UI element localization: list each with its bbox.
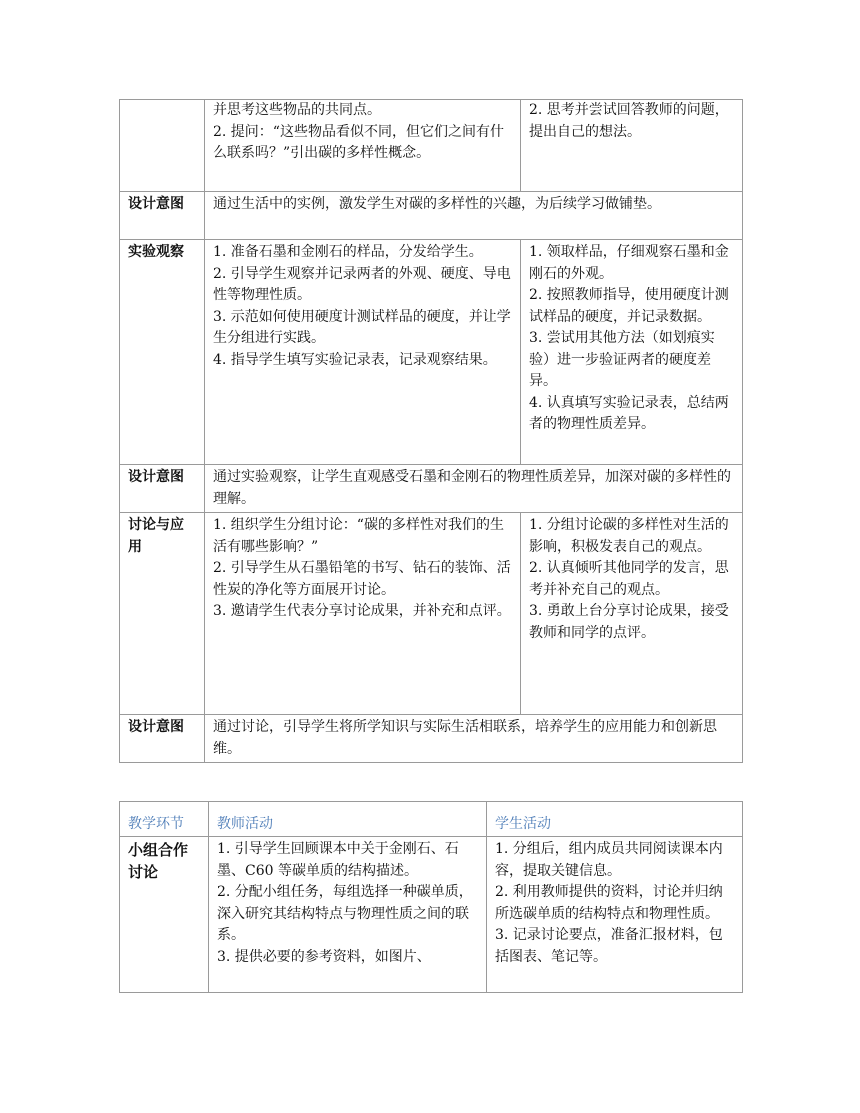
student-activity-item: 2. 按照教师指导，使用硬度计测试样品的硬度，并记录数据。 — [529, 287, 729, 325]
teacher-activity-cell — [209, 837, 487, 993]
teacher-activity-item: 2. 分配小组任务，每组选择一种碳单质，深入研究其结构特点与物理性质之间的联系。 — [217, 884, 473, 943]
group-discussion-table — [119, 801, 743, 993]
teacher-activity-cell — [205, 100, 521, 192]
teacher-activity-item: 3. 提供必要的参考资料，如图片、 — [217, 948, 431, 965]
table-row — [120, 240, 743, 465]
table-row — [120, 192, 743, 240]
student-activity-item: 4. 认真填写实验记录表，总结两者的物理性质差异。 — [529, 394, 729, 432]
teacher-activity-item: 1. 组织学生分组讨论：“碳的多样性对我们的生活有哪些影响？” — [213, 517, 504, 555]
design-intent-text: 通过生活中的实例，激发学生对碳的多样性的兴趣，为后续学习做铺垫。 — [205, 192, 743, 240]
header-teaching-stage: 教学环节 — [120, 802, 209, 837]
design-intent-text: 通过实验观察，让学生直观感受石墨和金刚石的物理性质差异，加深对碳的多样性的理解。 — [205, 465, 743, 513]
teacher-activity-item: 1. 准备石墨和金刚石的样品，分发给学生。 — [213, 244, 483, 260]
teacher-activity-cell — [205, 240, 521, 465]
header-student-activity: 学生活动 — [487, 802, 743, 837]
student-activity-item: 2. 利用教师提供的资料，讨论并归纳所选碳单质的结构特点和物理性质。 — [495, 884, 723, 922]
row-label: 设计意图 — [120, 715, 205, 763]
student-activity-item: 1. 领取样品，仔细观察石墨和金刚石的外观。 — [529, 244, 729, 282]
teacher-activity-item: 3. 示范如何使用硬度计测试样品的硬度，并让学生分组进行实践。 — [213, 308, 511, 346]
student-activity-item: 3. 记录讨论要点，准备汇报材料，包括图表、笔记等。 — [495, 927, 723, 965]
row-label: 讨论与应用 — [120, 513, 205, 715]
table-row — [120, 715, 743, 763]
lesson-plan-table-continued — [119, 99, 743, 763]
table-row — [120, 513, 743, 715]
student-activity-item: 3. 勇敢上台分享讨论成果，接受教师和同学的点评。 — [529, 603, 729, 641]
teacher-activity-cell — [205, 513, 521, 715]
student-activity-item: 2. 认真倾听其他同学的发言，思考并补充自己的观点。 — [529, 560, 729, 598]
header-teacher-activity: 教师活动 — [209, 802, 487, 837]
table-row — [120, 837, 743, 993]
student-activity-item: 1. 分组后，组内成员共同阅读课本内容，提取关键信息。 — [495, 841, 723, 879]
design-intent-text: 通过讨论，引导学生将所学知识与实际生活相联系，培养学生的应用能力和创新思维。 — [205, 715, 743, 763]
teacher-activity-item: 1. 引导学生回顾课本中关于金刚石、石墨、C60 等碳单质的结构描述。 — [217, 841, 459, 879]
teacher-activity-item: 4. 指导学生填写实验记录表，记录观察结果。 — [213, 351, 497, 368]
student-activity-cell — [487, 837, 743, 993]
table-row — [120, 465, 743, 513]
table-row — [120, 100, 743, 192]
student-activity-cell — [521, 240, 743, 465]
teacher-activity-item: 2. 引导学生观察并记录两者的外观、硬度、导电性等物理性质。 — [213, 265, 511, 303]
student-activity-cell — [521, 513, 743, 715]
row-label: 设计意图 — [120, 465, 205, 513]
student-activity-item: 3. 尝试用其他方法（如划痕实验）进一步验证两者的硬度差异。 — [529, 330, 715, 389]
student-activity-item: 2. 思考并尝试回答教师的问题，提出自己的想法。 — [529, 102, 729, 140]
teacher-activity-item: 3. 邀请学生代表分享讨论成果，并补充和点评。 — [213, 603, 511, 619]
teacher-activity-item: 并思考这些物品的共同点。 — [213, 102, 381, 118]
row-label: 小组合作讨论 — [120, 837, 209, 993]
row-label: 设计意图 — [120, 192, 205, 240]
student-activity-cell — [521, 100, 743, 192]
table-header-row — [120, 802, 743, 837]
row-label — [120, 100, 205, 192]
student-activity-item: 1. 分组讨论碳的多样性对生活的影响，积极发表自己的观点。 — [529, 517, 729, 555]
teacher-activity-item: 2. 提问：“这些物品看似不同，但它们之间有什么联系吗？”引出碳的多样性概念。 — [213, 123, 504, 161]
row-label: 实验观察 — [120, 240, 205, 465]
teacher-activity-item: 2. 引导学生从石墨铅笔的书写、钻石的装饰、活性炭的净化等方面展开讨论。 — [213, 560, 511, 598]
